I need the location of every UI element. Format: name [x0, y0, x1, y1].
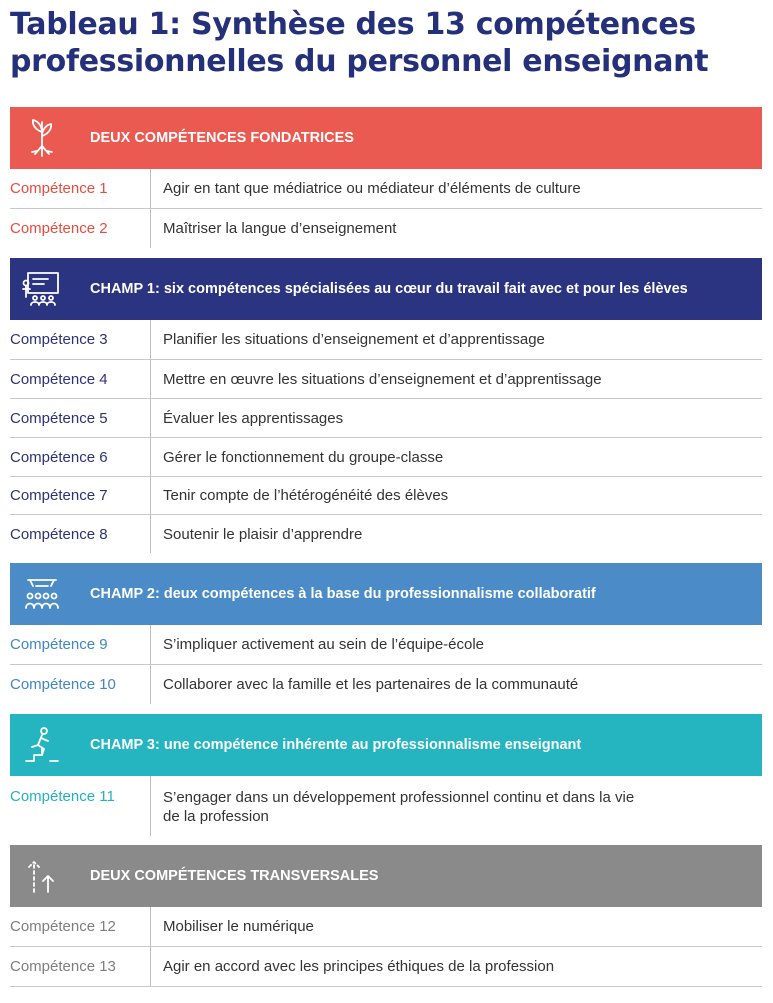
table-row	[10, 399, 762, 437]
competence-text: Mobiliser le numérique	[163, 918, 314, 935]
column-divider	[150, 209, 151, 248]
table-row	[10, 947, 762, 986]
table-row	[10, 776, 762, 836]
table-row	[10, 169, 762, 208]
competence-label: Compétence 13	[10, 958, 116, 975]
competence-label: Compétence 11	[10, 788, 115, 805]
competence-label: Compétence 9	[10, 636, 108, 653]
column-divider	[150, 947, 151, 986]
competence-text: Gérer le fonctionnement du groupe-classe	[163, 448, 444, 466]
column-divider	[150, 625, 151, 664]
table-row	[10, 360, 762, 398]
competence-label: Compétence 12	[10, 918, 116, 935]
table-row	[10, 907, 762, 946]
table-row	[10, 209, 762, 248]
competence-text: Soutenir le plaisir d’apprendre	[163, 525, 363, 543]
competence-text: Mettre en œuvre les situations d’enseignement et d’apprentissage	[163, 370, 602, 388]
classroom-board-icon	[20, 267, 64, 311]
competence-label: Compétence 8	[10, 525, 108, 543]
competence-label: Compétence 7	[10, 487, 108, 504]
column-divider	[150, 169, 151, 208]
column-divider	[150, 515, 151, 553]
competence-text-line-2: de la profession	[163, 808, 269, 825]
title-line-1: Tableau 1: Synthèse des 13 compétences	[10, 7, 696, 42]
column-divider	[150, 360, 151, 398]
competence-text: Évaluer les apprentissages	[163, 409, 344, 427]
section-heading: CHAMP 1: six compétences spécialisées au cœur du travail fait avec et pour les élèves	[90, 281, 688, 297]
competence-label: Compétence 3	[10, 331, 108, 348]
competence-text: S’impliquer activement au sein de l’équipe-école	[163, 636, 485, 653]
column-divider	[150, 477, 151, 514]
column-divider	[150, 438, 151, 476]
competence-text-line-1: S’engager dans un développement professionnel continu et dans la vie	[163, 789, 635, 806]
plant-roots-icon	[20, 116, 64, 160]
competence-text: Tenir compte de l’hétérogénéité des élèves	[163, 487, 449, 504]
column-divider	[150, 776, 151, 836]
competence-label: Compétence 5	[10, 409, 108, 427]
competence-text: Collaborer avec la famille et les partenaires de la communauté	[163, 676, 579, 693]
table-row	[10, 438, 762, 476]
competence-text	[163, 788, 758, 826]
competence-label: Compétence 10	[10, 676, 116, 693]
table-row	[10, 665, 762, 704]
table-row	[10, 320, 762, 359]
competence-label: Compétence 1	[10, 180, 108, 197]
row-divider	[10, 986, 762, 987]
column-divider	[150, 907, 151, 946]
table-row	[10, 477, 762, 514]
section-heading: CHAMP 3: une compétence inhérente au professionnalisme enseignant	[90, 737, 582, 753]
section-header-champ-3	[10, 714, 762, 776]
section-header-transversales	[10, 845, 762, 907]
competence-label: Compétence 4	[10, 370, 108, 388]
competence-text: Planifier les situations d’enseignement et d’apprentissage	[163, 331, 545, 348]
table-row	[10, 625, 762, 664]
column-divider	[150, 665, 151, 704]
competence-text: Agir en tant que médiatrice ou médiateur d’éléments de culture	[163, 180, 581, 197]
title-line-2: professionnelles du personnel enseignant	[10, 44, 709, 79]
competence-text: Agir en accord avec les principes éthiques de la profession	[163, 958, 555, 975]
page-title	[10, 6, 770, 80]
competence-label: Compétence 2	[10, 220, 108, 237]
climbing-stairs-icon	[20, 723, 64, 767]
up-arrows-icon	[20, 854, 64, 898]
section-heading: CHAMP 2: deux compétences à la base du professionnalisme collaboratif	[90, 586, 596, 602]
column-divider	[150, 399, 151, 437]
team-meeting-icon	[20, 572, 64, 616]
section-header-fondatrices	[10, 107, 762, 169]
column-divider	[150, 320, 151, 359]
section-heading: DEUX COMPÉTENCES FONDATRICES	[90, 130, 354, 146]
table-row	[10, 515, 762, 553]
competence-text: Maîtriser la langue d’enseignement	[163, 220, 397, 237]
section-header-champ-2	[10, 563, 762, 625]
section-heading: DEUX COMPÉTENCES TRANSVERSALES	[90, 868, 379, 884]
section-header-champ-1	[10, 258, 762, 320]
competence-label: Compétence 6	[10, 448, 108, 466]
